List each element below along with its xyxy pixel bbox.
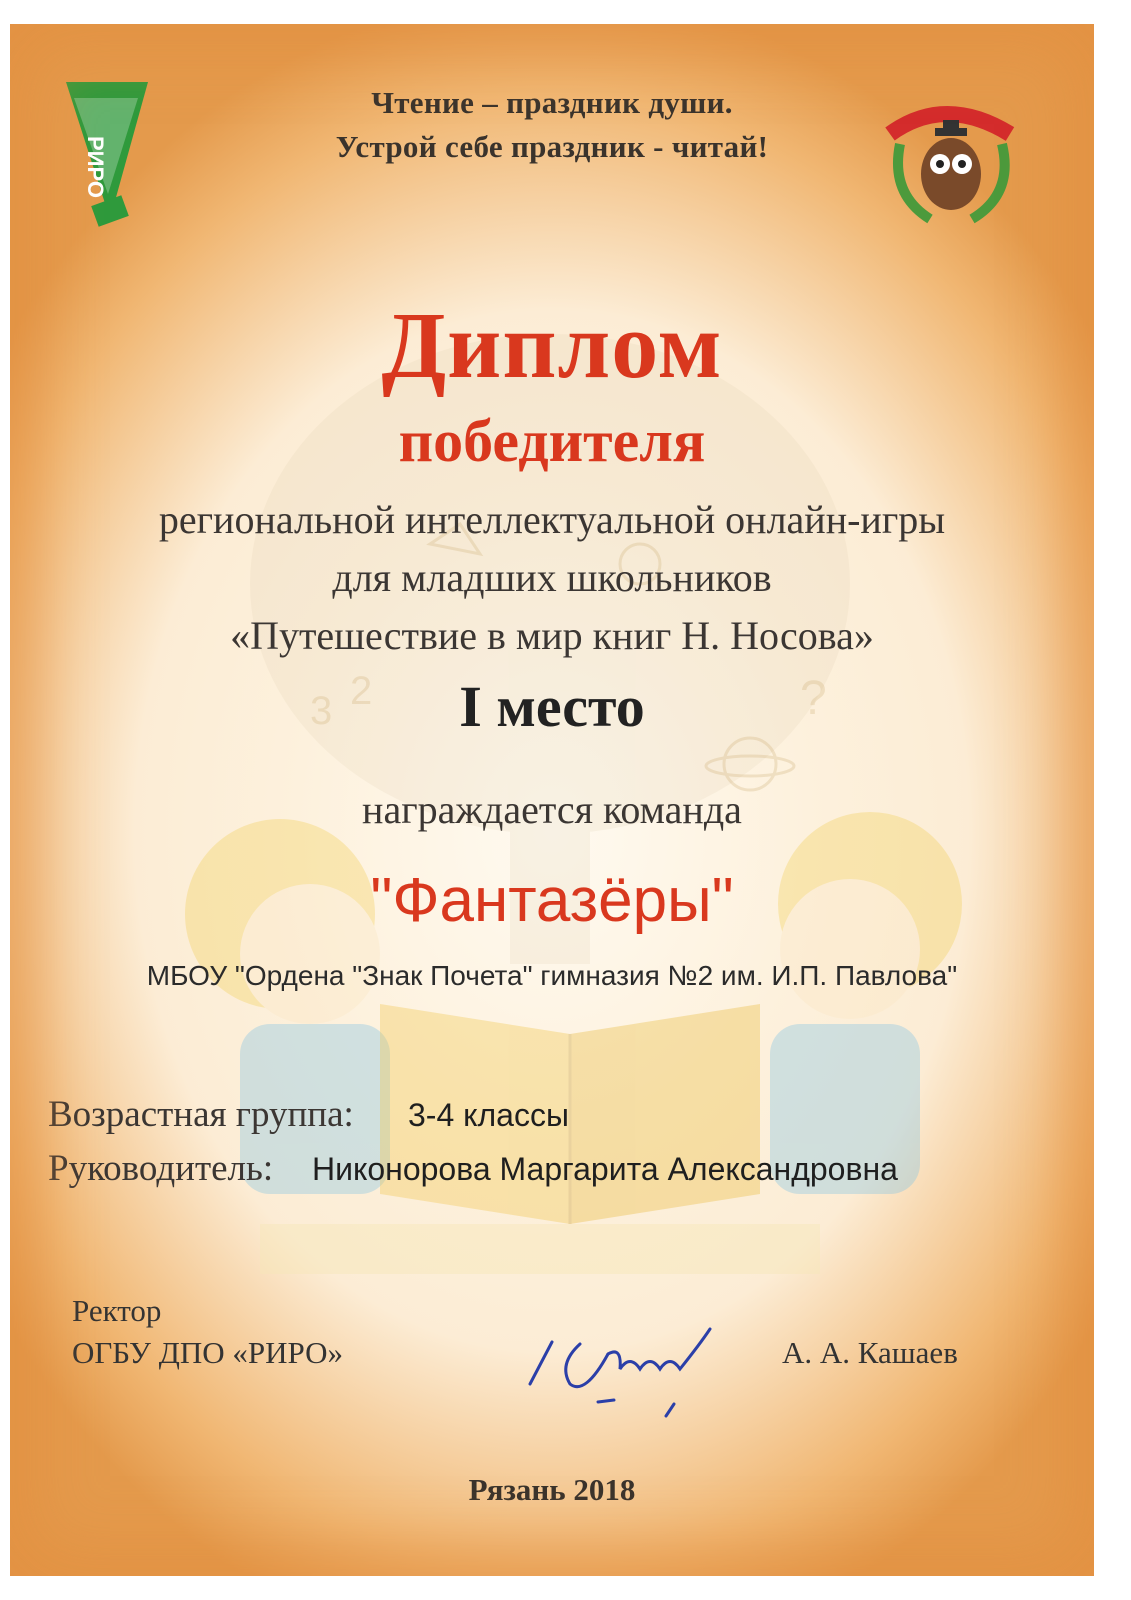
age-group-label: Возрастная группа:	[48, 1094, 354, 1135]
description-line-1: региональной интеллектуальной онлайн-игры	[158, 497, 946, 542]
riro-logo-text: РИРО	[83, 136, 108, 198]
school-name: МБОУ "Ордена "Знак Почета" гимназия №2 им. И.П. Павлова"	[146, 960, 958, 991]
awarded-text: награждается команда	[362, 787, 742, 832]
motto-line-1: Чтение – праздник души.	[371, 85, 733, 120]
leader-label: Руководитель:	[48, 1148, 274, 1189]
description-line-2: для младших школьников	[332, 555, 772, 600]
diploma-subtitle: победителя	[398, 408, 706, 474]
diploma-sheet	[10, 24, 1094, 1576]
signature-image	[530, 1329, 710, 1416]
age-group-value: 3-4 классы	[408, 1097, 569, 1133]
diploma-title: Диплом	[381, 294, 723, 398]
signer-position-line-2: ОГБУ ДПО «РИРО»	[72, 1335, 344, 1370]
city-year: Рязань 2018	[468, 1472, 636, 1507]
signer-position-line-1: Ректор	[72, 1293, 162, 1328]
motto-line-2: Устрой себе праздник - читай!	[335, 129, 769, 164]
svg-text:3: 3	[310, 689, 333, 733]
svg-text:2: 2	[350, 669, 373, 713]
team-name: "Фантазёры"	[370, 866, 734, 935]
description-line-3: «Путешествие в мир книг Н. Носова»	[230, 613, 874, 658]
svg-text:?: ?	[800, 672, 827, 725]
signer-name: А. А. Кашаев	[782, 1335, 958, 1370]
leader-value: Никонорова Маргарита Александровна	[312, 1151, 898, 1187]
place-label: I место	[459, 674, 645, 739]
